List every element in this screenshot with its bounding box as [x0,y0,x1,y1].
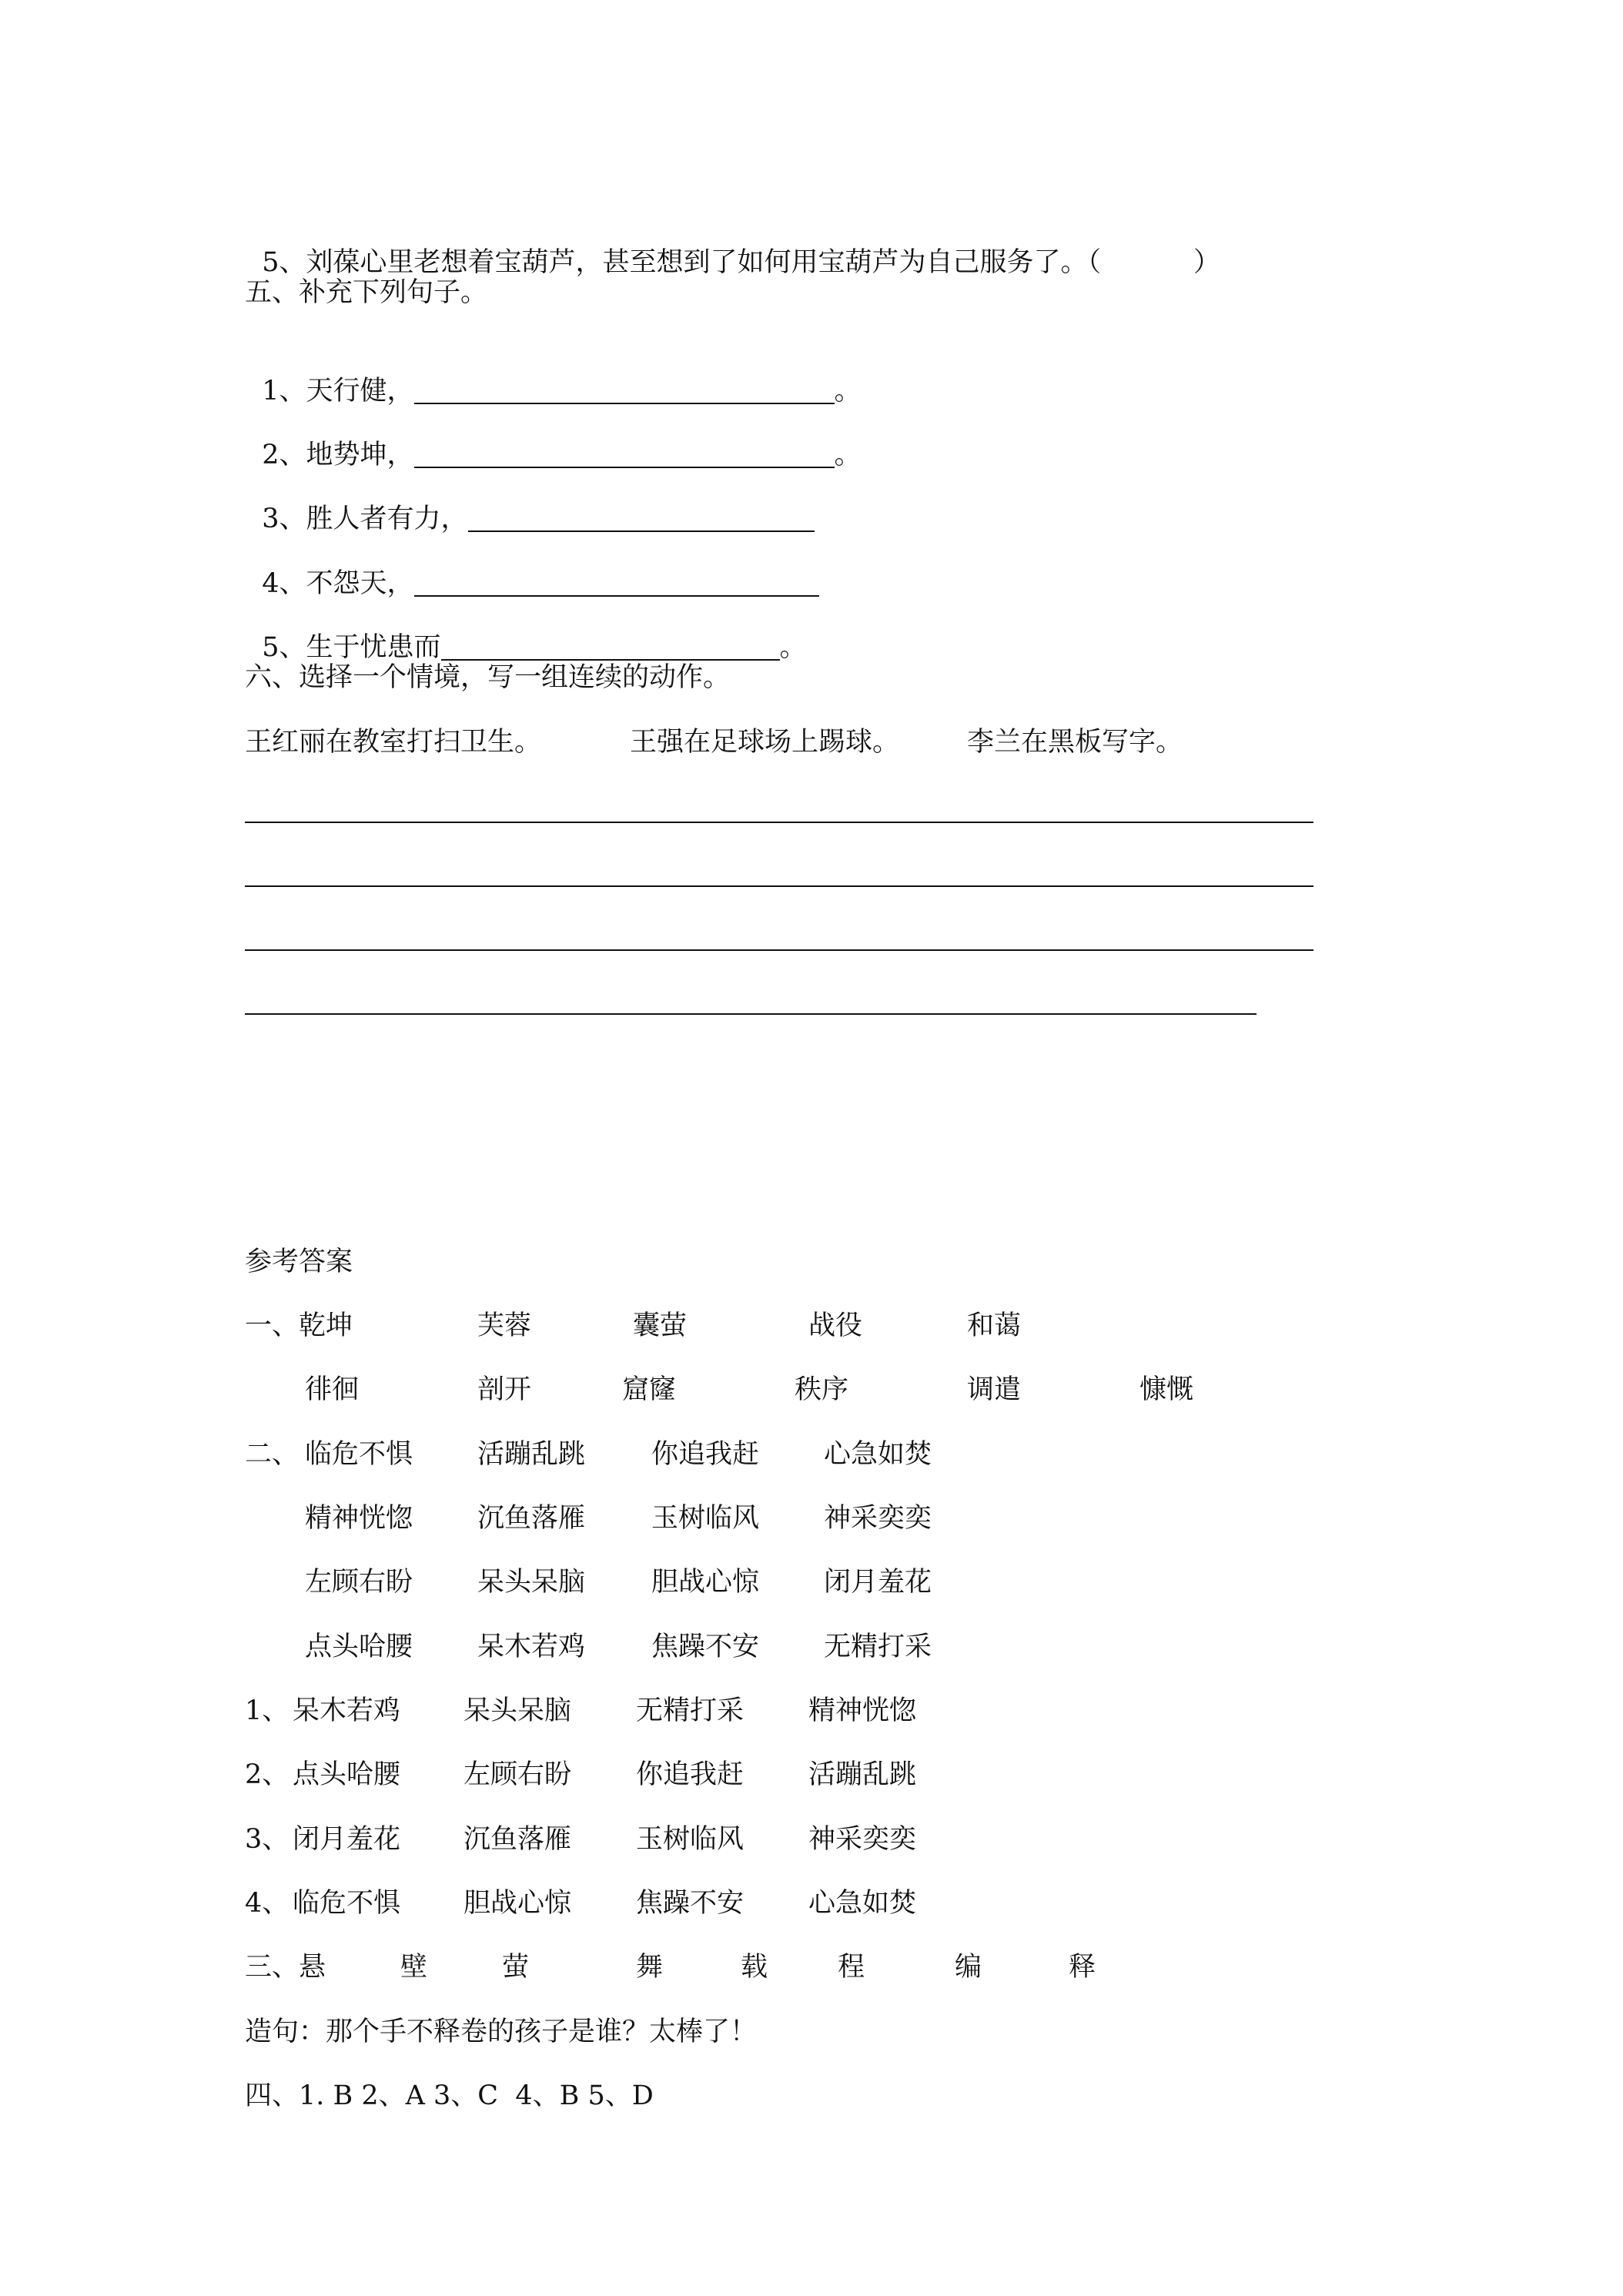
fill-item-3 [245,468,815,536]
writing-line[interactable] [245,949,1313,951]
fill-item-4 [245,533,819,601]
group-word: 无精打采 [636,1695,745,1726]
group-number: 1、 [245,1695,289,1726]
group-word: 点头哈腰 [293,1759,401,1790]
question-close-paren: ） [1193,247,1221,278]
fill-blank[interactable] [468,504,815,532]
group-word: 神采奕奕 [808,1824,917,1855]
fill-prefix: 3、胜人者有力， [262,504,468,534]
answer-3-char: 悬 [299,1952,326,1983]
fill-prefix: 4、不怨天， [262,568,414,599]
group-word: 呆头呆脑 [463,1695,572,1726]
scenario-option-1: 王红丽在教室打扫卫生。 [245,727,542,758]
group-number: 4、 [245,1888,289,1919]
fill-suffix: 。 [779,632,807,663]
group-word: 心急如焚 [808,1888,917,1919]
writing-line[interactable] [245,885,1313,887]
answer-2-word: 活蹦乱跳 [477,1439,586,1470]
answer-2-word: 你追我赶 [651,1439,760,1470]
answer-3-char: 载 [741,1952,768,1983]
answer-2-word: 神采奕奕 [824,1503,932,1534]
answer-1-word: 芙蓉 [477,1310,532,1341]
group-number: 3、 [245,1824,289,1855]
fill-suffix: 。 [834,440,862,470]
answer-1-word: 剖开 [477,1374,532,1405]
answer-2-word: 沉鱼落雁 [477,1503,586,1534]
section-5-title: 五、补充下列句子。 [245,277,488,308]
fill-prefix: 5、生于忧患而 [262,632,441,663]
group-word: 玉树临风 [636,1824,745,1855]
writing-line[interactable] [245,822,1313,823]
answer-2-word: 胆战心惊 [651,1567,760,1598]
answer-1-word: 战役 [808,1310,863,1341]
answer-1-word: 囊萤 [633,1310,688,1341]
answer-3-char: 程 [838,1952,865,1983]
answer-3-char: 壁 [400,1952,428,1983]
question-text: 5、刘葆心里老想着宝葫芦，甚至想到了如何用宝葫芦为自己服务了。（ [262,247,1102,278]
group-number: 2、 [245,1759,289,1790]
answer-1-word: 徘徊 [305,1374,360,1405]
fill-prefix: 2、地势坤， [262,440,414,470]
answer-3-char: 编 [955,1952,982,1983]
answer-3-label: 三、 [245,1952,300,1983]
answer-3-char: 舞 [636,1952,664,1983]
group-word: 左顾右盼 [463,1759,572,1790]
answer-2-label: 二、 [245,1439,300,1470]
scenario-option-2: 王强在足球场上踢球。 [630,727,900,758]
group-word: 你追我赶 [636,1759,745,1790]
answer-1-word: 乾坤 [299,1310,353,1341]
group-word: 闭月羞花 [293,1824,401,1855]
fill-prefix: 1、天行健， [262,376,414,407]
answer-2-word: 心急如焚 [824,1439,932,1470]
group-word: 沉鱼落雁 [463,1824,572,1855]
fill-blank[interactable] [414,440,835,468]
answer-2-word: 点头哈腰 [305,1632,413,1662]
answer-2-word: 焦躁不安 [651,1632,760,1662]
answer-2-word: 玉树临风 [651,1503,760,1534]
fill-blank[interactable] [414,569,819,597]
writing-line[interactable] [245,1013,1257,1015]
answer-1-word: 窟窿 [622,1374,677,1405]
section-6-title: 六、选择一个情境，写一组连续的动作。 [245,662,731,693]
fill-blank[interactable] [414,377,835,404]
fill-item-1 [245,340,862,408]
answer-2-word: 精神恍惚 [305,1503,413,1534]
fill-blank[interactable] [441,633,780,661]
answer-1-word: 慷慨 [1139,1374,1194,1405]
fill-suffix: 。 [834,376,862,407]
group-word: 胆战心惊 [463,1888,572,1919]
answer-1-word: 和蔼 [967,1310,1022,1341]
fill-item-5 [245,597,807,664]
group-word: 临危不惧 [293,1888,401,1919]
answer-2-word: 呆头呆脑 [477,1567,586,1598]
answer-2-word: 无精打采 [824,1632,932,1662]
answer-1-word: 调遣 [967,1374,1022,1405]
answer-3-sentence: 造句：那个手不释卷的孩子是谁？太棒了！ [245,2017,758,2047]
scenario-option-3: 李兰在黑板写字。 [967,727,1183,758]
answer-2-word: 呆木若鸡 [477,1632,586,1662]
group-word: 呆木若鸡 [293,1695,401,1726]
question-4-5 [245,212,1220,279]
fill-item-2 [245,404,862,472]
answer-3-char: 释 [1069,1952,1096,1983]
group-word: 焦躁不安 [636,1888,745,1919]
answer-1-word: 秩序 [795,1374,849,1405]
answer-4: 四、1. B 2、A 3、C 4、B 5、D [245,2080,654,2111]
answer-1-label: 一、 [245,1310,300,1341]
answers-title: 参考答案 [245,1247,353,1277]
answer-2-word: 闭月羞花 [824,1567,932,1598]
answer-2-word: 左顾右盼 [305,1567,413,1598]
answer-2-word: 临危不惧 [305,1439,413,1470]
answer-3-char: 萤 [502,1952,530,1983]
group-word: 活蹦乱跳 [808,1759,917,1790]
group-word: 精神恍惚 [808,1695,917,1726]
